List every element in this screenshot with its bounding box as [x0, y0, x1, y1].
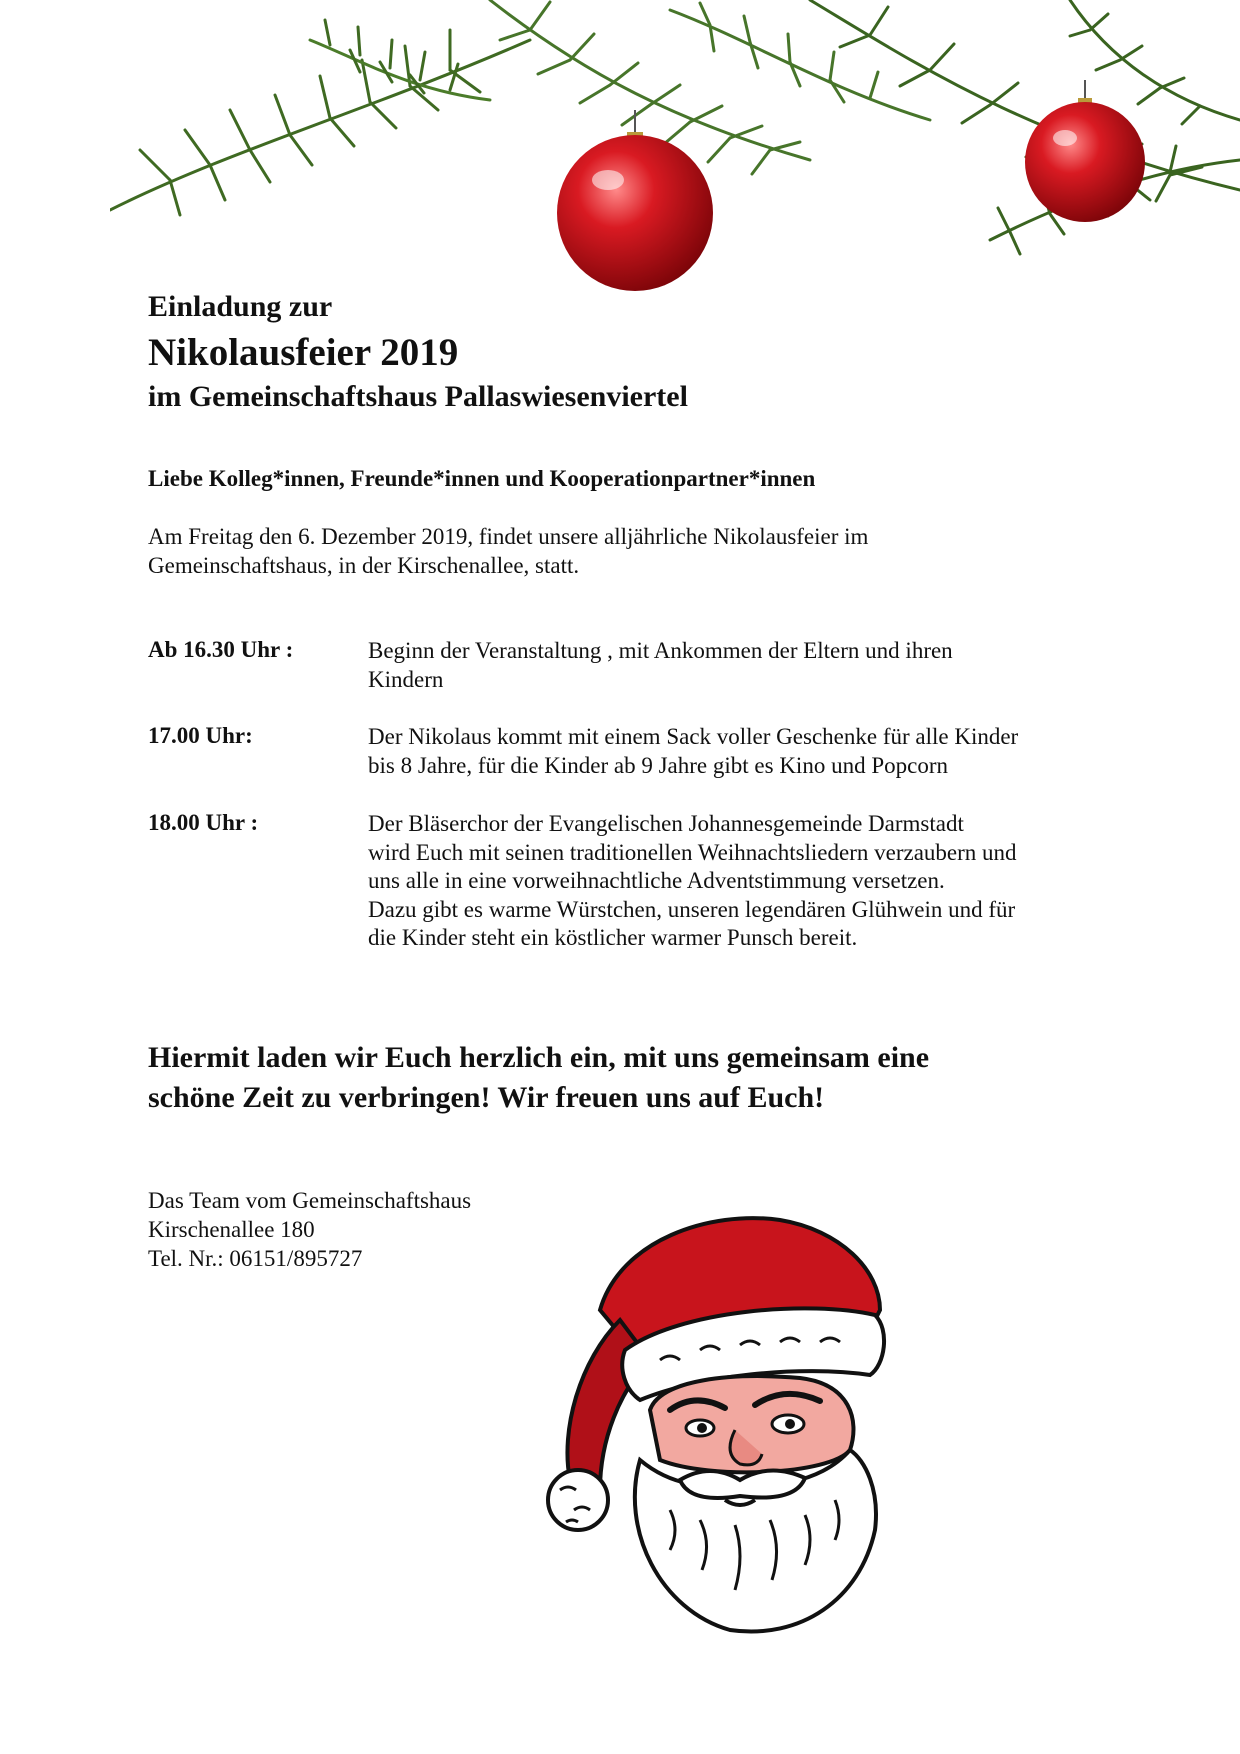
schedule-line: wird Euch mit seinen traditionellen Weihnachtsliedern verzaubern und — [368, 839, 1017, 865]
fir-branch-center — [490, 0, 930, 174]
signature-phone: Tel. Nr.: 06151/895727 — [148, 1246, 363, 1271]
schedule-line: Kindern — [368, 666, 444, 692]
schedule-time: 18.00 Uhr : — [148, 810, 259, 835]
intro-line: Gemeinschaftshaus, in der Kirschenallee, statt. — [148, 553, 580, 578]
heading-invitation: Einladung zur — [148, 290, 333, 323]
schedule-description — [368, 637, 1128, 694]
fir-branches-ornaments-illustration — [110, 0, 1240, 300]
fir-branch-left — [110, 20, 530, 215]
fir-branch-right — [810, 0, 1240, 254]
invitation-closing — [148, 1038, 1108, 1118]
schedule-line: Beginn der Veranstaltung , mit Ankommen der Eltern und ihren — [368, 638, 953, 663]
ornament-left — [557, 110, 713, 291]
salutation: Liebe Kolleg*innen, Freunde*innen und Kooperationpartner*innen — [148, 466, 816, 491]
schedule-line: Der Nikolaus kommt mit einem Sack voller Geschenke für alle Kinder — [368, 724, 1019, 749]
invitation-line: schöne Zeit zu verbringen! Wir freuen uns auf Euch! — [148, 1081, 825, 1114]
schedule-line: Der Bläserchor der Evangelischen Johannesgemeinde Darmstadt — [368, 811, 964, 836]
intro-line: Am Freitag den 6. Dezember 2019, findet unsere alljährliche Nikolausfeier im — [148, 524, 869, 549]
schedule-line: die Kinder steht ein köstlicher warmer Punsch bereit. — [368, 925, 858, 950]
schedule-line: Dazu gibt es warme Würstchen, unseren legendären Glühwein und für — [368, 896, 1016, 922]
page-title: Nikolausfeier 2019 — [148, 331, 459, 374]
santa-claus-illustration — [530, 1200, 930, 1640]
schedule-description — [368, 810, 1128, 953]
schedule-time: 17.00 Uhr: — [148, 723, 253, 748]
heading-venue: im Gemeinschaftshaus Pallaswiesenviertel — [148, 380, 688, 413]
signature-address: Kirschenallee 180 — [148, 1217, 315, 1242]
signature-block — [148, 1186, 471, 1273]
schedule-line: uns alle in eine vorweihnachtliche Adventstimmung versetzen. — [368, 868, 945, 893]
schedule-line: bis 8 Jahre, für die Kinder ab 9 Jahre gibt es Kino und Popcorn — [368, 752, 948, 778]
signature-team: Das Team vom Gemeinschaftshaus — [148, 1188, 472, 1213]
schedule-description — [368, 723, 1128, 780]
schedule-time: Ab 16.30 Uhr : — [148, 637, 294, 662]
ornament-right — [1025, 80, 1145, 222]
invitation-line: Hiermit laden wir Euch herzlich ein, mit uns gemeinsam eine — [148, 1041, 930, 1074]
intro-paragraph — [148, 522, 1108, 580]
